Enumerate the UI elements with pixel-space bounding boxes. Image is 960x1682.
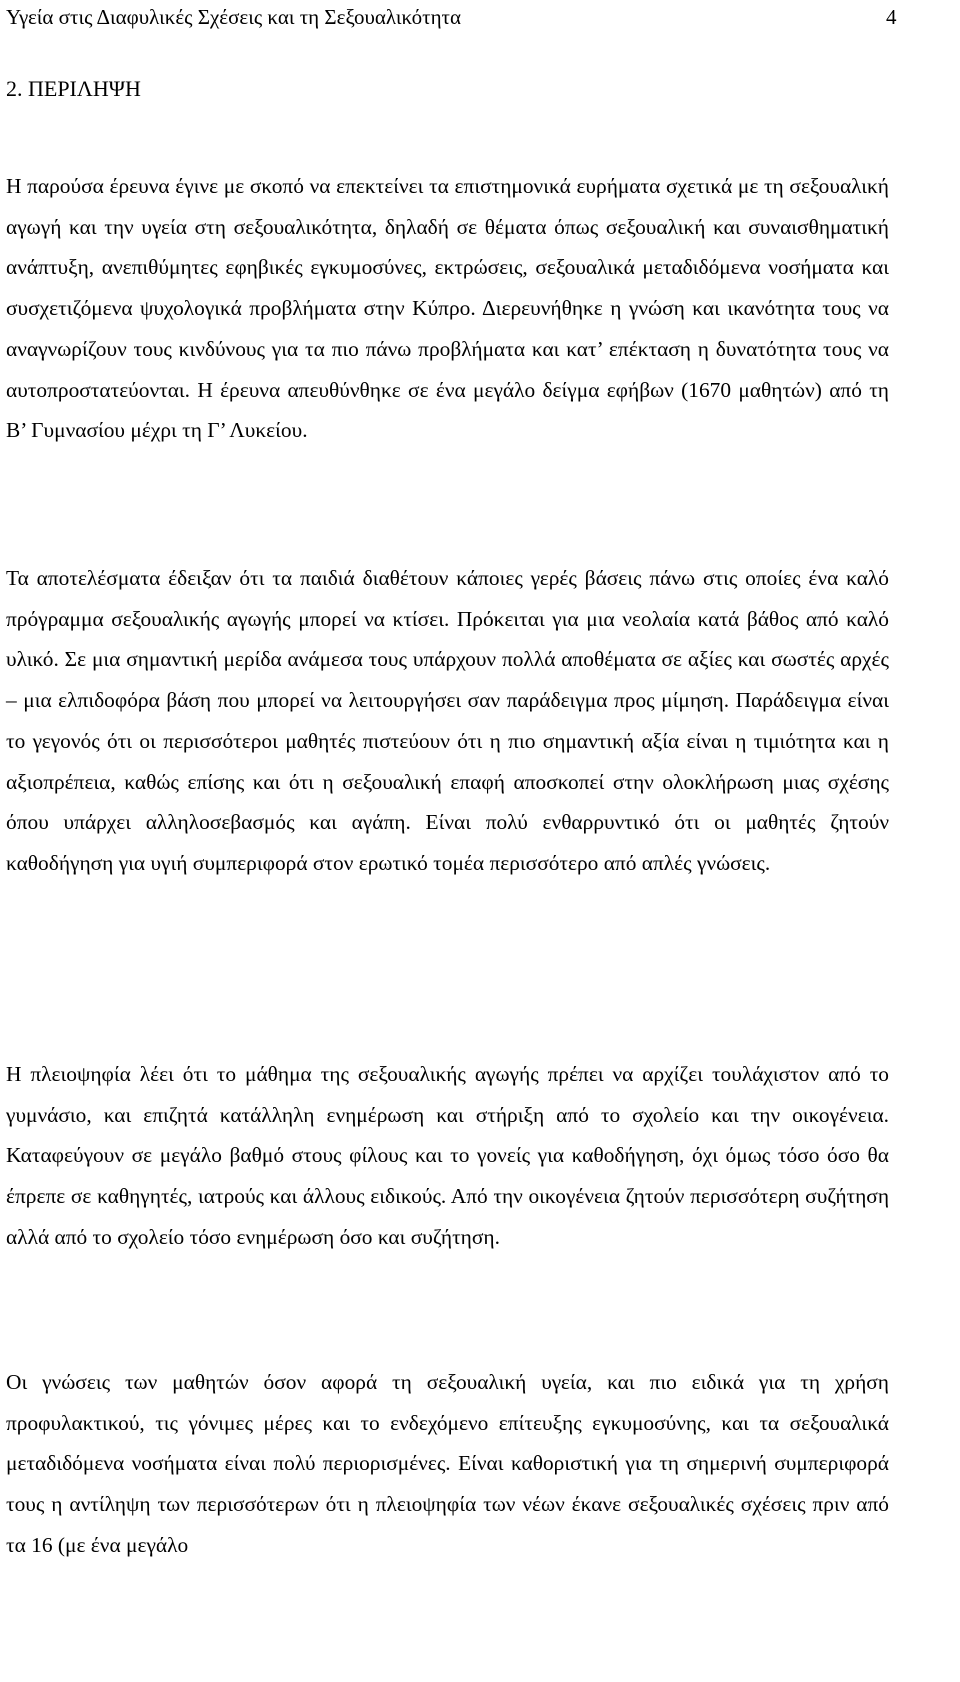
running-header <box>6 2 906 32</box>
header-title: Υγεία στις Διαφυλικές Σχέσεις και τη Σεξουαλικότητα <box>6 5 461 29</box>
summary-paragraph-3: Η πλειοψηφία λέει ότι το μάθημα της σεξουαλικής αγωγής πρέπει να αρχίζει τουλάχιστον από το γυμνάσιο, και επιζητά κατάλληλη ενημέρωση και στήριξη από το σχολείο και την οικογένεια. Καταφεύγουν σε μεγάλο βαθμό στους φίλους και το γονείς για καθοδήγηση, όχι όμως τόσο όσο θα έπρεπε σε καθηγητές, ιατρούς και άλλους ειδικούς. Από την οικογένεια ζητούν περισσότερη συζήτηση αλλά από το σχολείο τόσο ενημέρωση όσο και συζήτηση. <box>6 1062 889 1249</box>
page-number: 4 <box>886 5 897 29</box>
summary-paragraph-4: Οι γνώσεις των μαθητών όσον αφορά τη σεξουαλική υγεία, και πιο ειδικά για τη χρήση προφυλακτικού, τις γόνιμες μέρες και το ενδεχόμενο επίτευξης εγκυμοσύνης, και τα σεξουαλικά μεταδιδόμενα νοσήματα είναι πολύ περιορισμένες. Είναι καθοριστική για τη σημερινή συμπεριφορά τους η αντίληψη των περισσότερων ότι η πλειοψηφία των νέων έκανε σεξουαλικές σχέσεις πριν από τα 16 (με ένα μεγάλο <box>6 1370 889 1557</box>
summary-paragraph-2: Τα αποτελέσματα έδειξαν ότι τα παιδιά διαθέτουν κάποιες γερές βάσεις πάνω στις οποίες ένα καλό πρόγραμμα σεξουαλικής αγωγής μπορεί να κτίσει. Πρόκειται για μια νεολαία κατά βάθος από καλό υλικό. Σε μια σημαντική μερίδα ανάμεσα τους υπάρχουν πολλά αποθέματα σε αξίες και σωστές αρχές – μια ελπιδοφόρα βάση που μπορεί να λειτουργήσει σαν παράδειγμα προς μίμηση. Παράδειγμα είναι το γεγονός ότι οι περισσότεροι μαθητές πιστεύουν ότι η πιο σημαντική αξία είναι η τιμιότητα και η αξιοπρέπεια, καθώς επίσης και ότι η σεξουαλική επαφή αποσκοπεί στην ολοκλήρωση μιας σχέσης όπου υπάρχει αλληλοσεβασμός και αγάπη. Είναι πολύ ενθαρρυντικό ότι οι μαθητές ζητούν καθοδήγηση για υγιή συμπεριφορά στον ερωτικό τομέα περισσότερο από απλές γνώσεις. <box>6 566 889 875</box>
section-heading: 2. ΠΕΡΙΛΗΨΗ <box>6 76 141 101</box>
summary-paragraph-1: Η παρούσα έρευνα έγινε με σκοπό να επεκτείνει τα επιστημονικά ευρήματα σχετικά με τη σεξουαλική αγωγή και την υγεία στη σεξουαλικότητα, δηλαδή σε θέματα όπως σεξουαλική και συναισθηματική ανάπτυξη, ανεπιθύμητες εφηβικές εγκυμοσύνες, εκτρώσεις, σεξουαλικά μεταδιδόμενα νοσήματα και συσχετιζόμενα ψυχολογικά προβλήματα στην Κύπρο. Διερευνήθηκε η γνώση και ικανότητα τους να αναγνωρίζουν τους κινδύνους για τα πιο πάνω προβλήματα και κατ’ επέκταση η δυνατότητα τους να αυτοπροστατεύονται. Η έρευνα απευθύνθηκε σε ένα μεγάλο δείγμα εφήβων (1670 μαθητών) από τη Β’ Γυμνασίου μέχρι τη Γ’ Λυκείου. <box>6 174 889 443</box>
